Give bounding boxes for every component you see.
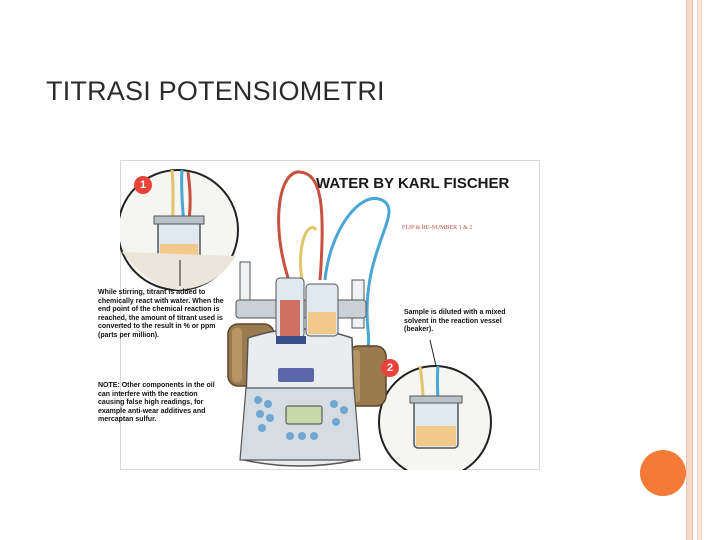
decorative-rail-outer xyxy=(686,0,693,540)
step-2-description: Sample is diluted with a mixed solvent in the reaction vessel (beaker). xyxy=(404,309,506,334)
control-panel xyxy=(240,388,360,460)
interference-note: NOTE: Other components in the oil can interfere with the reaction causing false high readings, for example anti-wear additives and mercaptan sulfur. xyxy=(98,382,215,424)
diagram-title: WATER BY KARL FISCHER xyxy=(316,175,510,192)
decorative-rail-inner xyxy=(697,0,702,540)
step-1-description: While stirring, titrant is added to chemically react with water. When the end point of the chemical reaction is reached, the amount of titrant used is converted to the result in % or ppm (parts per million). xyxy=(98,289,224,339)
zoom-circle-2 xyxy=(379,366,491,470)
step-1-badge: 1 xyxy=(134,176,152,194)
step-2-badge: 2 xyxy=(381,359,399,377)
slide-title: TITRASI POTENSIOMETRI xyxy=(46,76,385,106)
decorative-orange-circle xyxy=(640,450,686,496)
diagram-flip-note: FLIP & RE-NUMBER 1 & 2 xyxy=(402,225,473,231)
